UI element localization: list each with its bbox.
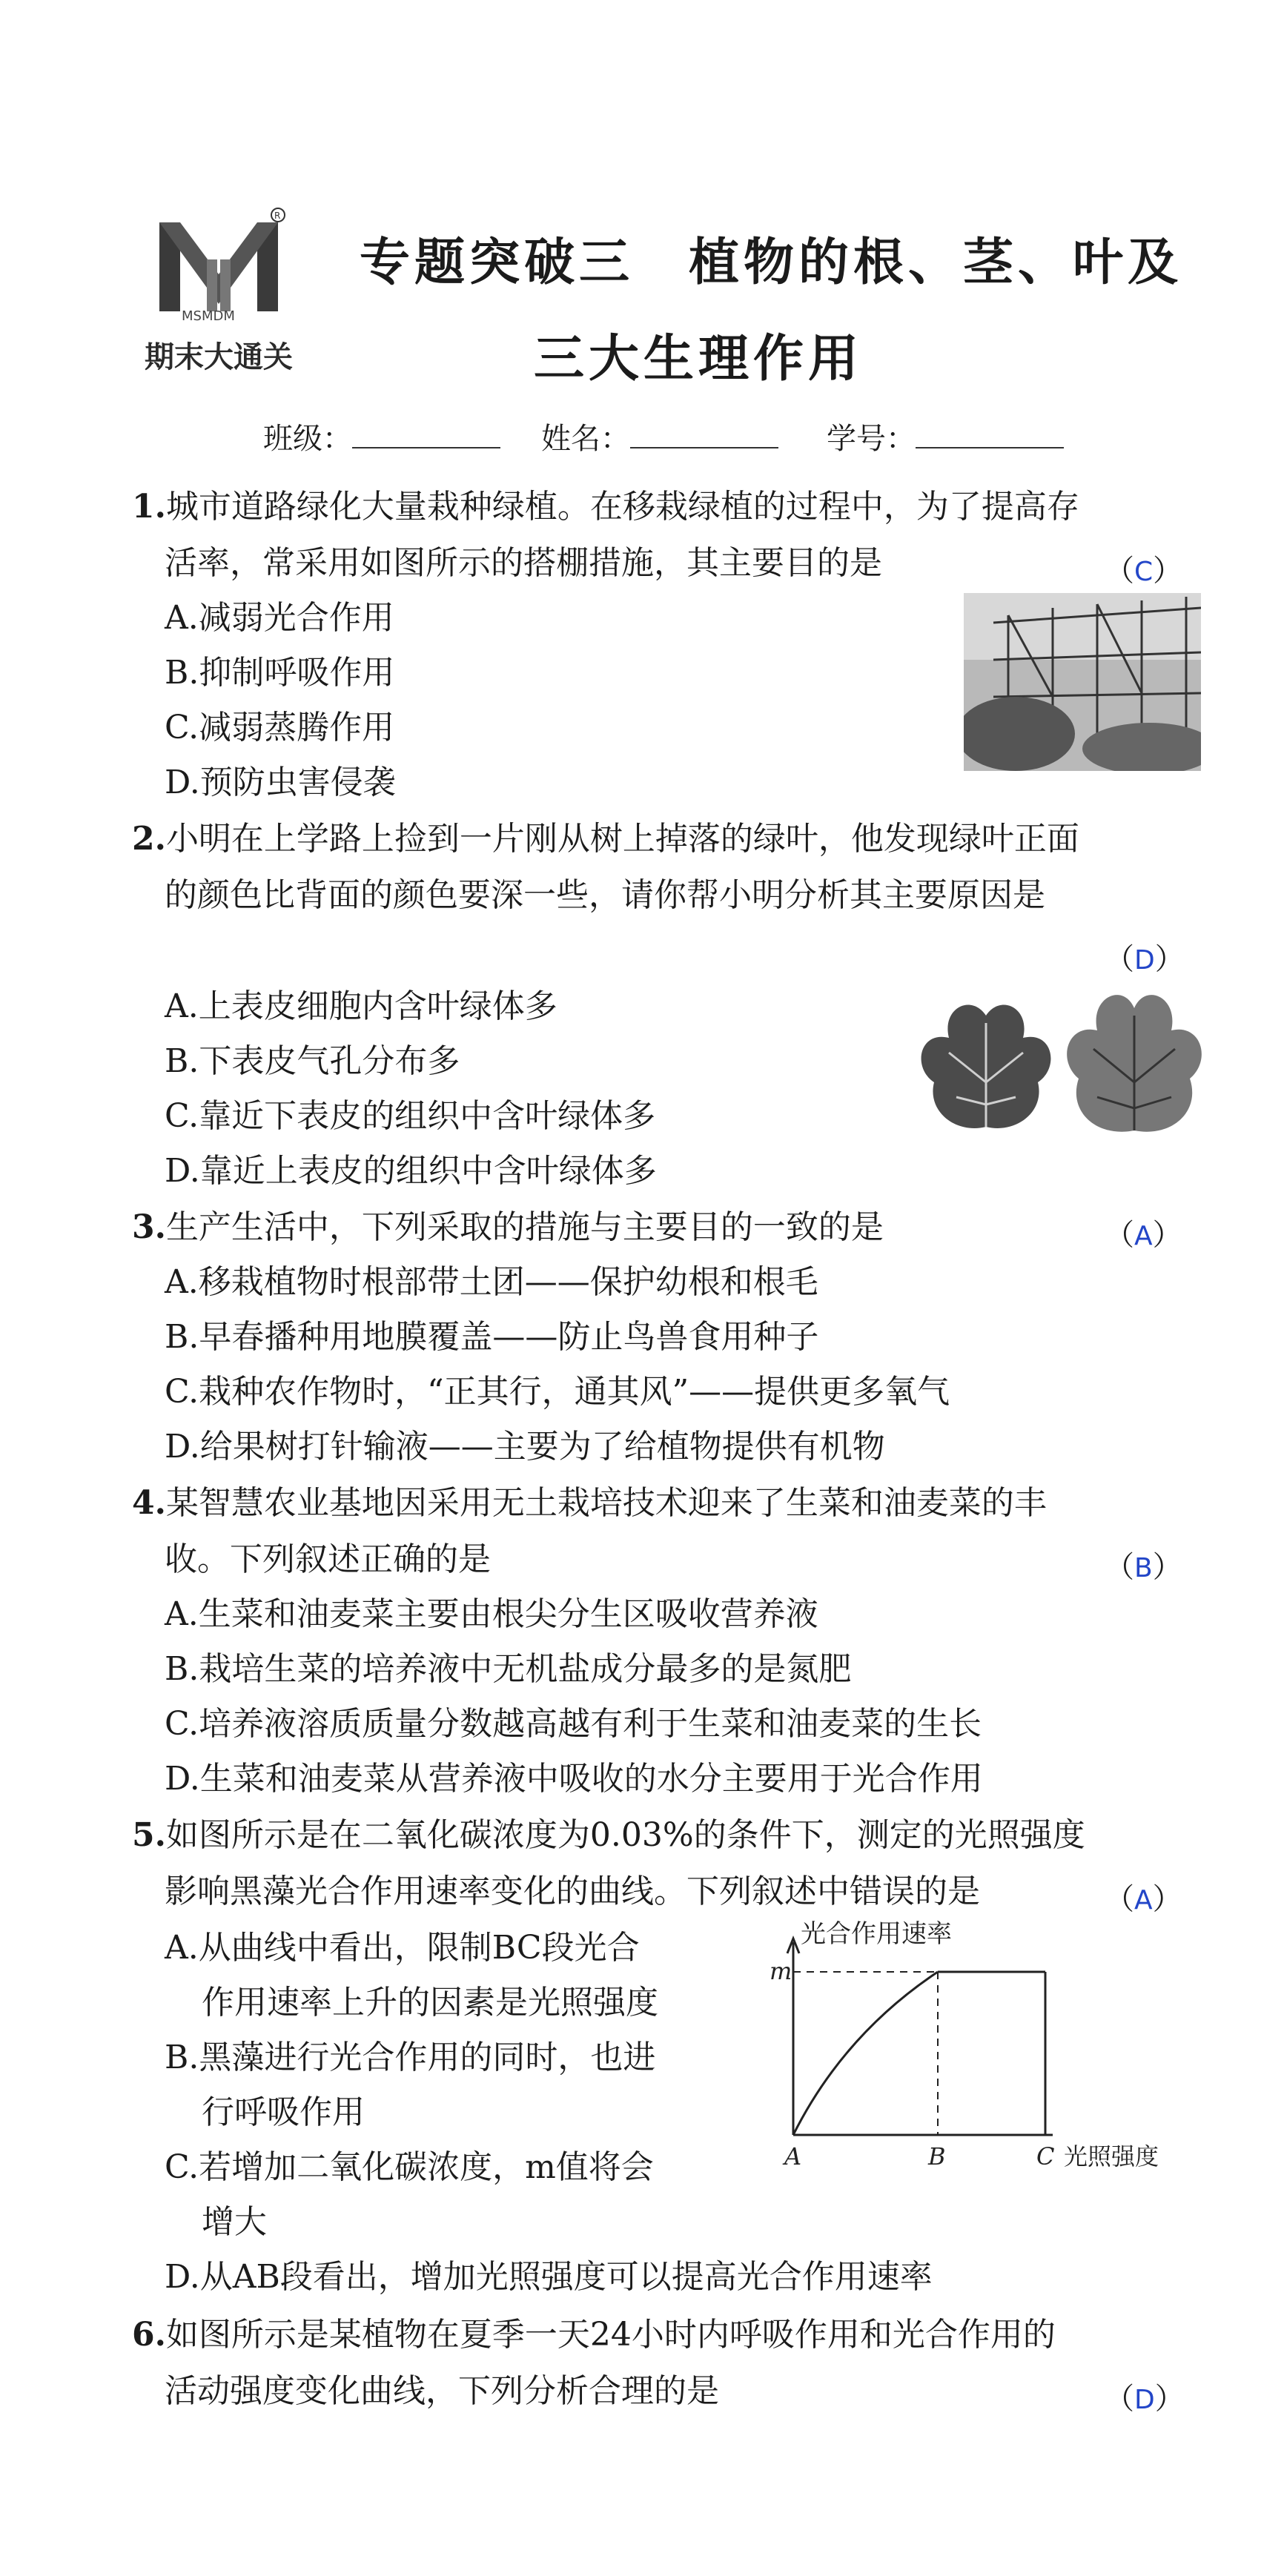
question-text: 生产生活中，下列采取的措施与主要目的一致的是 xyxy=(165,1208,884,1246)
svg-text:R: R xyxy=(274,211,281,221)
option: C.若增加二氧化碳浓度，m值将会 xyxy=(165,2148,654,2186)
question-text: 城市道路绿化大量栽种绿植。在移栽绿植的过程中，为了提高存 xyxy=(165,488,1079,526)
answer-3: （A） xyxy=(1105,1218,1182,1252)
option: B.栽培生菜的培养液中无机盐成分最多的是氮肥 xyxy=(165,1650,852,1688)
number-label: 学号： xyxy=(827,422,916,456)
leaves-photo-icon xyxy=(912,979,1208,1164)
option: C.栽种农作物时，“正其行，通其风”——提供更多氧气 xyxy=(165,1373,950,1411)
option: 增大 xyxy=(202,2203,267,2241)
answer-letter: A xyxy=(1134,1221,1153,1251)
option: D.预防虫害侵袭 xyxy=(165,764,396,801)
option: C.靠近下表皮的组织中含叶绿体多 xyxy=(165,1097,656,1135)
a-label: A xyxy=(784,2142,802,2171)
option: A.上表皮细胞内含叶绿体多 xyxy=(165,987,557,1025)
x-axis-label: 光照强度 xyxy=(1064,2142,1159,2171)
option: B.抑制呼吸作用 xyxy=(165,654,395,692)
question-1-line1 xyxy=(132,488,1079,526)
question-number: 4. xyxy=(132,1484,166,1522)
curve xyxy=(793,1972,938,2135)
question-number: 5. xyxy=(132,1816,166,1854)
answer-letter: D xyxy=(1134,945,1155,976)
photosynthesis-graph xyxy=(756,1920,1216,2172)
answer-2: （D） xyxy=(1105,942,1185,976)
answer-letter: C xyxy=(1134,557,1154,587)
shade-scaffold-photo-icon xyxy=(964,593,1201,771)
option: D.生菜和油麦菜从营养液中吸收的水分主要用于光合作用 xyxy=(165,1760,983,1798)
question-number: 3. xyxy=(132,1208,166,1246)
b-label: B xyxy=(928,2142,946,2171)
question-text: 如图所示是在二氧化碳浓度为0.03%的条件下，测定的光照强度 xyxy=(165,1816,1085,1854)
answer-letter: B xyxy=(1134,1553,1153,1583)
question-number: 2. xyxy=(132,820,166,858)
option: 行呼吸作用 xyxy=(202,2093,365,2131)
question-6-line2: 活动强度变化曲线，下列分析合理的是 xyxy=(165,2372,719,2410)
option: C.减弱蒸腾作用 xyxy=(165,709,395,746)
answer-letter: D xyxy=(1134,2385,1155,2415)
question-6-line1 xyxy=(132,2316,1056,2354)
name-label: 姓名： xyxy=(541,422,630,456)
info-number xyxy=(827,415,1064,457)
class-label: 班级： xyxy=(263,422,352,456)
logo-sub: MSMDM xyxy=(182,308,235,324)
info-class xyxy=(263,415,500,457)
question-number: 6. xyxy=(132,2316,166,2354)
question-text: 小明在上学路上捡到一片刚从树上掉落的绿叶，他发现绿叶正面 xyxy=(165,820,1079,858)
answer-4: （B） xyxy=(1105,1550,1182,1584)
c-label: C xyxy=(1036,2142,1055,2171)
question-number: 1. xyxy=(132,488,166,526)
option: 作用速率上升的因素是光照强度 xyxy=(202,1984,658,2022)
answer-5: （A） xyxy=(1105,1882,1182,1916)
y-axis-label: 光合作用速率 xyxy=(801,1920,952,1949)
question-3-line1 xyxy=(132,1208,884,1246)
option: D.从AB段看出，增加光照强度可以提高光合作用速率 xyxy=(165,2258,933,2296)
class-field[interactable] xyxy=(352,420,500,448)
answer-1: （C） xyxy=(1105,554,1183,588)
answer-letter: A xyxy=(1134,1885,1153,1916)
question-1-line2: 活率，常采用如图所示的搭棚措施，其主要目的是 xyxy=(165,544,882,582)
page-title-line1: 专题突破三 植物的根、茎、叶及 xyxy=(360,233,1183,292)
logo xyxy=(145,208,293,374)
option: B.下表皮气孔分布多 xyxy=(165,1042,460,1080)
question-4-line2: 收。下列叙述正确的是 xyxy=(165,1540,491,1578)
info-name xyxy=(541,415,778,457)
question-4-line1 xyxy=(132,1484,1047,1522)
question-text: 某智慧农业基地因采用无土栽培技术迎来了生菜和油麦菜的丰 xyxy=(165,1484,1047,1522)
name-field[interactable] xyxy=(630,420,778,448)
answer-6: （D） xyxy=(1105,2382,1185,2416)
question-5-line1 xyxy=(132,1816,1085,1854)
option: A.从曲线中看出，限制BC段光合 xyxy=(165,1929,640,1967)
question-5-line2: 影响黑藻光合作用速率变化的曲线。下列叙述中错误的是 xyxy=(165,1873,980,1910)
option: D.靠近上表皮的组织中含叶绿体多 xyxy=(165,1152,657,1190)
page-title-line2: 三大生理作用 xyxy=(534,329,864,388)
option: B.早春播种用地膜覆盖——防止鸟兽食用种子 xyxy=(165,1318,819,1356)
question-text: 如图所示是某植物在夏季一天24小时内呼吸作用和光合作用的 xyxy=(165,2316,1056,2354)
option: A.减弱光合作用 xyxy=(165,599,394,637)
option: A.生菜和油麦菜主要由根尖分生区吸收营养液 xyxy=(165,1595,818,1633)
question-2-line1 xyxy=(132,820,1079,858)
option: D.给果树打针输液——主要为了给植物提供有机物 xyxy=(165,1428,885,1466)
question-2-line2: 的颜色比背面的颜色要深一些，请你帮小明分析其主要原因是 xyxy=(165,876,1045,914)
option: C.培养液溶质质量分数越高越有利于生菜和油麦菜的生长 xyxy=(165,1705,982,1743)
logo-brand: 期末大通关 xyxy=(145,340,293,374)
number-field[interactable] xyxy=(916,420,1064,448)
m-label: m xyxy=(770,1957,792,1985)
option: A.移栽植物时根部带土团——保护幼根和根毛 xyxy=(165,1263,818,1301)
option: B.黑藻进行光合作用的同时，也进 xyxy=(165,2039,656,2076)
